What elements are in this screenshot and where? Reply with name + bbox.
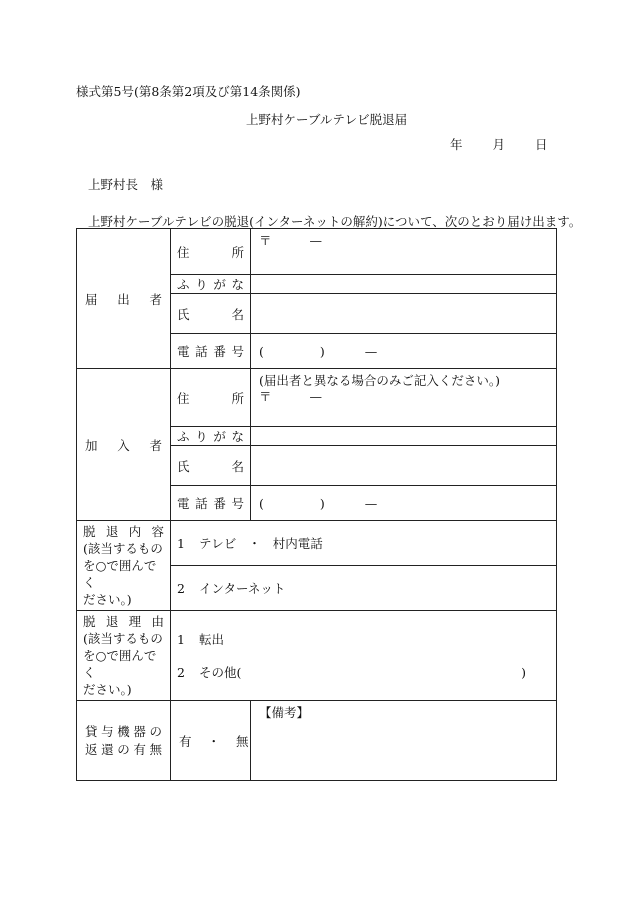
applicant-furigana-field[interactable] — [251, 275, 557, 294]
subscriber-address-label: 住 所 — [171, 369, 251, 427]
reason-other: 2 その他( ) — [177, 664, 526, 680]
withdrawal-option-tv-phone[interactable]: 1 テレビ ・ 村内電話 — [171, 521, 557, 566]
subscriber-group-label: 加 入 者 — [77, 369, 171, 521]
withdrawal-reason-options[interactable] — [171, 611, 557, 701]
applicant-phone-label: 電 話 番 号 — [171, 334, 251, 369]
postal-mark: 〒 — [259, 233, 272, 248]
date-year-label: 年 — [450, 137, 463, 152]
withdrawal-form-table — [76, 228, 557, 781]
subscriber-phone-field[interactable]: ( ) — — [251, 486, 557, 521]
document-title: 上野村ケーブルテレビ脱退届 — [246, 112, 408, 127]
applicant-address-field[interactable]: 〒 — — [251, 229, 557, 275]
form-number: 様式第5号(第8条第2項及び第14条関係) — [76, 84, 301, 99]
subscriber-phone-label: 電 話 番 号 — [171, 486, 251, 521]
remarks-field[interactable] — [251, 701, 557, 781]
subscriber-address-note: (届出者と異なる場合のみご記入ください。) — [259, 373, 501, 388]
applicant-phone-field[interactable]: ( ) — — [251, 334, 557, 369]
date-line — [450, 135, 548, 153]
subscriber-furigana-field[interactable] — [251, 427, 557, 446]
applicant-group-label: 届 出 者 — [77, 229, 171, 369]
reason-move-out: 1 転出 — [177, 631, 224, 647]
postal-mark: 〒 — [259, 389, 272, 404]
intro-text: 上野村ケーブルテレビの脱退(インターネットの解約)について、次のとおり届け出ます。 — [88, 214, 582, 229]
subscriber-address-field[interactable]: (届出者と異なる場合のみご記入ください。) 〒 — — [251, 369, 557, 427]
equipment-return-label: 貸 与 機 器 の 返 還 の 有 無 — [77, 701, 171, 781]
applicant-name-label: 氏 名 — [171, 294, 251, 334]
equipment-yes-no[interactable]: 有 ・ 無 — [171, 701, 251, 781]
subscriber-name-field[interactable] — [251, 446, 557, 486]
applicant-name-field[interactable] — [251, 294, 557, 334]
subscriber-name-label: 氏 名 — [171, 446, 251, 486]
applicant-address-label: 住 所 — [171, 229, 251, 275]
addressee: 上野村長 様 — [88, 177, 164, 192]
withdrawal-reason-label: 脱 退 理 由 (該当するもの を○で囲んでく ださい。) — [77, 611, 171, 701]
remarks-title: 【備考】 — [259, 705, 310, 720]
date-month-label: 月 — [492, 137, 506, 152]
subscriber-furigana-label: ふ り が な — [171, 427, 251, 446]
withdrawal-content-label: 脱 退 内 容 (該当するもの を○で囲んでく ださい。) — [77, 521, 171, 611]
withdrawal-option-internet[interactable]: 2 インターネット — [171, 566, 557, 611]
applicant-furigana-label: ふ り が な — [171, 275, 251, 294]
date-day-label: 日 — [535, 137, 548, 152]
